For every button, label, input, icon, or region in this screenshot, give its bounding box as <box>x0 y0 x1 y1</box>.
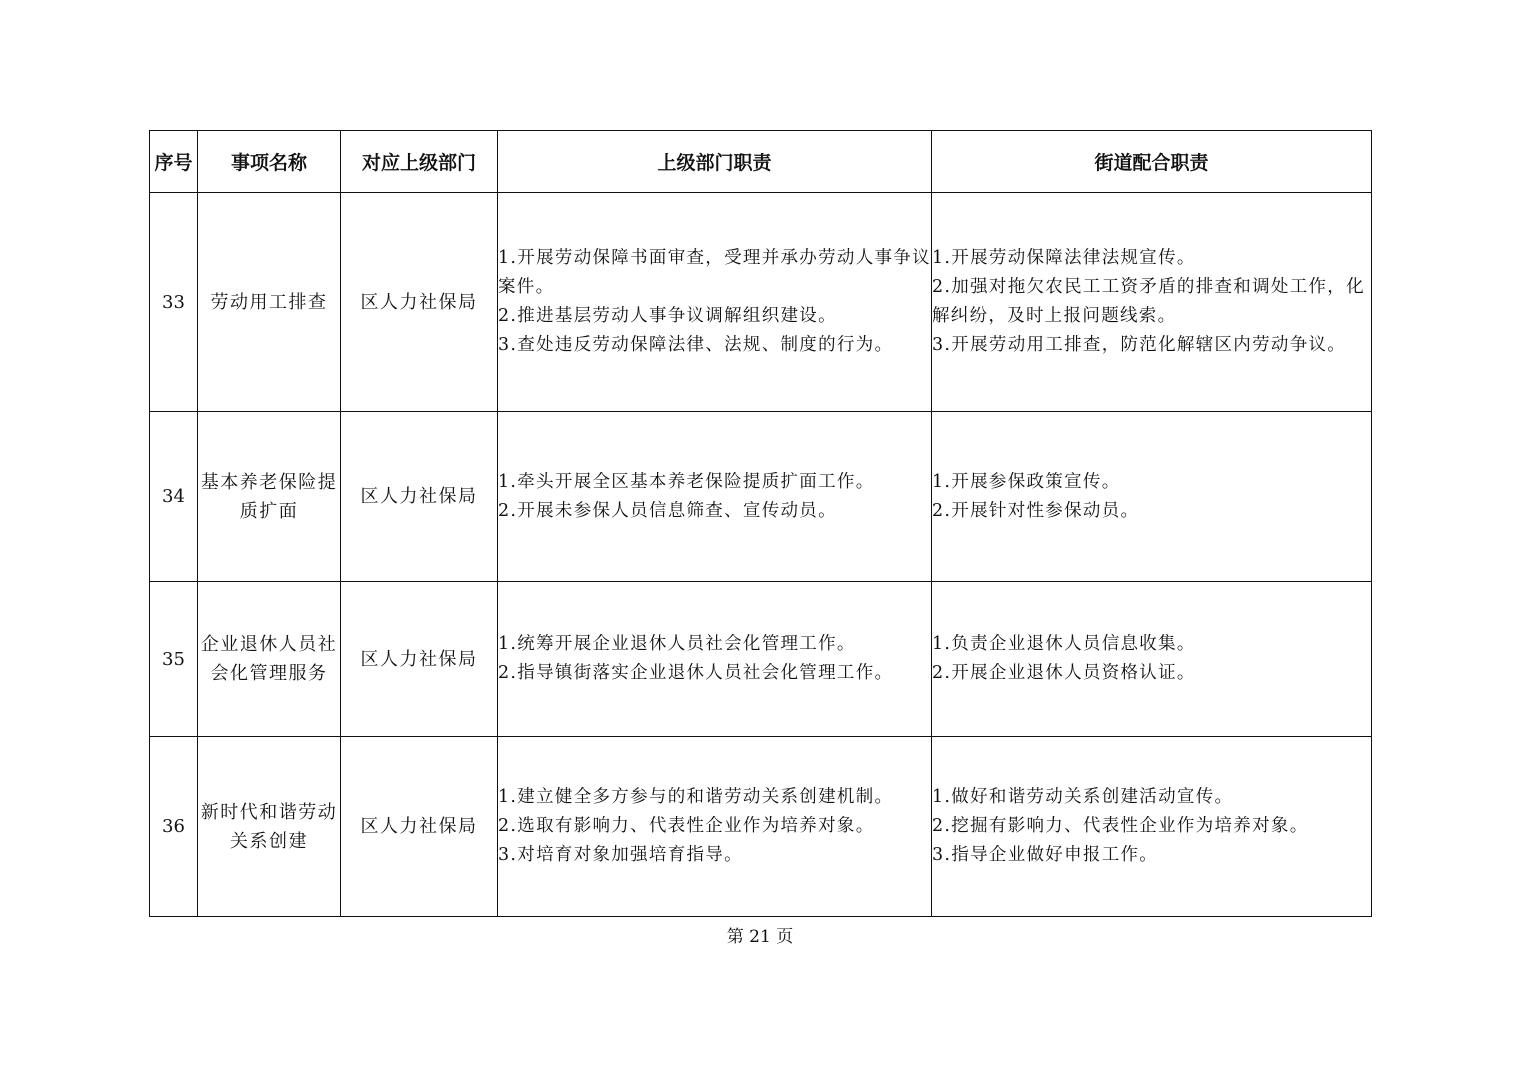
street-duties <box>932 737 1372 917</box>
department: 区人力社保局 <box>341 412 498 582</box>
duty-line: 3.对培育对象加强培育指导。 <box>498 845 743 865</box>
item-name: 基本养老保险提质扩面 <box>198 412 341 582</box>
header-item-name: 事项名称 <box>198 131 341 193</box>
header-upper-department: 对应上级部门 <box>341 131 498 193</box>
item-name: 企业退休人员社会化管理服务 <box>198 582 341 737</box>
upper-duties <box>498 412 932 582</box>
department: 区人力社保局 <box>341 582 498 737</box>
header-serial-number: 序号 <box>150 131 198 193</box>
duty-line: 2.开展未参保人员信息筛查、宣传动员。 <box>498 500 837 521</box>
table-row <box>150 412 1372 582</box>
duty-line: 3.指导企业做好申报工作。 <box>932 845 1159 865</box>
duty-line: 2.加强对拖欠农民工工资矛盾的排查和调处工作，化解纠纷，及时上报问题线索。 <box>932 277 1365 326</box>
street-duties <box>932 193 1372 412</box>
duty-line: 1.开展劳动保障书面审查，受理并承办劳动人事争议案件。 <box>498 248 931 297</box>
item-name: 劳动用工排查 <box>198 193 341 412</box>
table-row <box>150 582 1372 737</box>
header-street-duties: 街道配合职责 <box>932 131 1372 193</box>
duty-line: 2.开展针对性参保动员。 <box>932 500 1140 521</box>
item-name: 新时代和谐劳动关系创建 <box>198 737 341 917</box>
street-duties <box>932 582 1372 737</box>
duty-line: 1.负责企业退休人员信息收集。 <box>932 634 1196 654</box>
row-number: 33 <box>150 193 198 412</box>
row-number: 35 <box>150 582 198 737</box>
duty-line: 1.做好和谐劳动关系创建活动宣传。 <box>932 787 1234 807</box>
row-number: 36 <box>150 737 198 917</box>
row-number: 34 <box>150 412 198 582</box>
duty-line: 2.指导镇街落实企业退休人员社会化管理工作。 <box>498 663 894 683</box>
duty-line: 1.牵头开展全区基本养老保险提质扩面工作。 <box>498 471 875 492</box>
upper-duties <box>498 737 932 917</box>
duty-line: 1.开展劳动保障法律法规宣传。 <box>932 248 1196 268</box>
table-row <box>150 737 1372 917</box>
upper-duties <box>498 193 932 412</box>
table-header-row <box>150 131 1372 193</box>
duty-line: 1.开展参保政策宣传。 <box>932 471 1121 492</box>
duty-line: 1.统筹开展企业退休人员社会化管理工作。 <box>498 634 856 654</box>
duty-line: 3.查处违反劳动保障法律、法规、制度的行为。 <box>498 335 894 355</box>
page-number: 第 21 页 <box>726 927 794 947</box>
duty-line: 2.开展企业退休人员资格认证。 <box>932 663 1196 683</box>
duty-line: 2.挖掘有影响力、代表性企业作为培养对象。 <box>932 816 1309 836</box>
header-upper-duties: 上级部门职责 <box>498 131 932 193</box>
street-duties <box>932 412 1372 582</box>
duty-line: 1.建立健全多方参与的和谐劳动关系创建机制。 <box>498 787 894 807</box>
duty-line: 3.开展劳动用工排查，防范化解辖区内劳动争议。 <box>932 335 1347 355</box>
duty-line: 2.选取有影响力、代表性企业作为培养对象。 <box>498 816 875 836</box>
duty-line: 2.推进基层劳动人事争议调解组织建设。 <box>498 306 837 326</box>
upper-duties <box>498 582 932 737</box>
table-row <box>150 193 1372 412</box>
department: 区人力社保局 <box>341 193 498 412</box>
department: 区人力社保局 <box>341 737 498 917</box>
duties-table <box>149 130 1372 917</box>
